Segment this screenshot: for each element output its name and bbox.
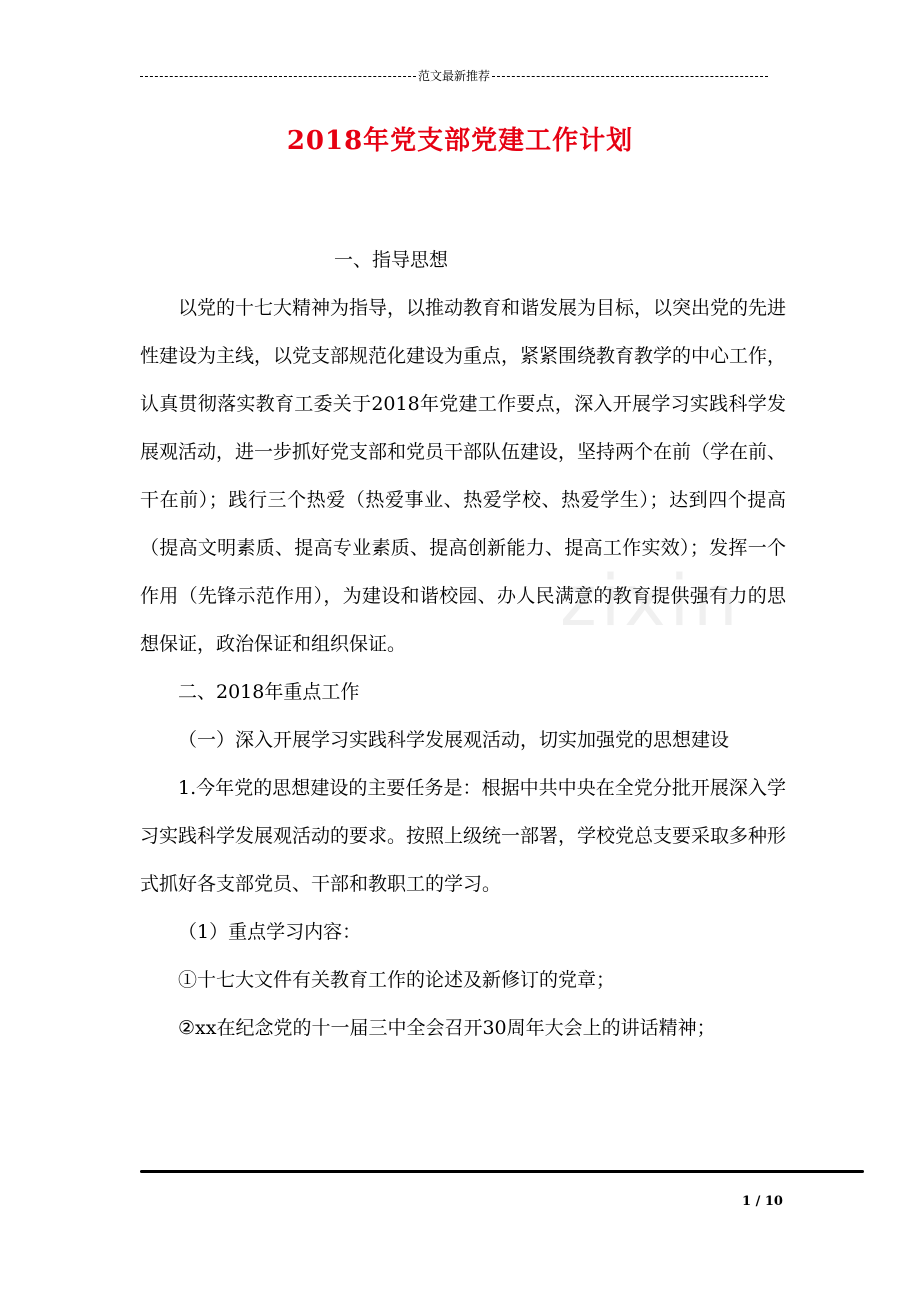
subsection-heading-1: （一）深入开展学习实践科学发展观活动，切实加强党的思想建设 <box>178 729 730 751</box>
watermark: zixin <box>560 560 742 642</box>
header-dash-right <box>492 76 768 77</box>
document-title: 2018年党支部党建工作计划 <box>286 126 634 156</box>
header-banner <box>140 66 768 86</box>
page-number: 1 / 10 <box>742 1194 783 1209</box>
paragraph-guiding-ideology: 以党的十七大精神为指导，以推动教育和谐发展为目标，以突出党的先进性建设为主线，以党支部规范化建设为重点，紧紧围绕教育教学的中心工作，认真贯彻落实教育工委关于2018年党建工作要点，深入开展学习实践科学发展观活动，进一步抓好党支部和党员干部队伍建设，坚持两个在前（学在前、干在前）；践行三个热爱（热爱事业、热爱学校、热爱学生）；达到四个提高（提高文明素质、提高专业素质、提高创新能力、提高工作实效）；发挥一个作用（先锋示范作用），为建设和谐校园、办人民满意的教育提供强有力的思想保证，政治保证和组织保证。 <box>140 297 787 655</box>
header-label: 范文最新推荐 <box>418 69 491 83</box>
list-item-2: ②xx在纪念党的十一届三中全会召开30周年大会上的讲话精神； <box>178 1017 716 1039</box>
list-item-1: ①十七大文件有关教育工作的论述及新修订的党章； <box>178 969 616 991</box>
footer-divider <box>140 1170 864 1173</box>
header-dash-left <box>140 76 416 77</box>
document-body <box>140 236 786 1052</box>
section-heading-key-work: 二、2018年重点工作 <box>178 681 360 703</box>
paragraph-item-1: 1.今年党的思想建设的主要任务是：根据中共中央在全党分批开展深入学习实践科学发展观活动的要求。按照上级统一部署，学校党总支要采取多种形式抓好各支部党员、干部和教职工的学习。 <box>140 777 787 895</box>
section-heading-guiding-ideology: 一、指导思想 <box>334 249 449 271</box>
list-heading-study-content: （1）重点学习内容： <box>178 921 362 943</box>
